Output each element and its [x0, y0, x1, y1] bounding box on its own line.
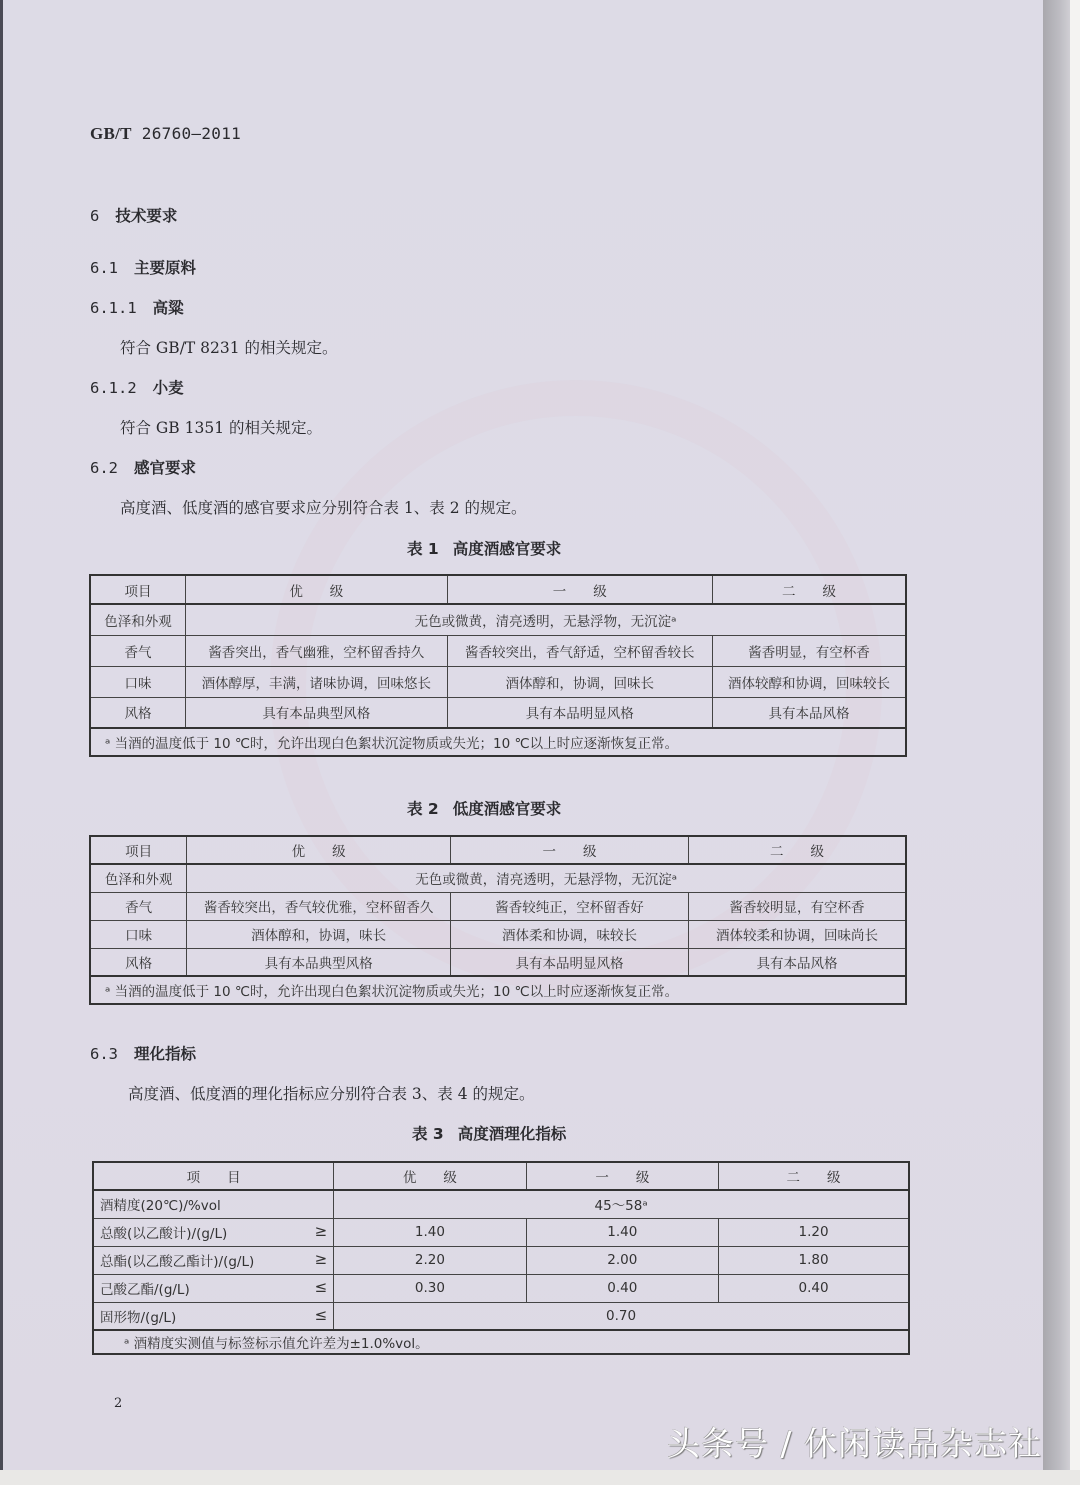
- comparison-operator: ≤: [314, 1305, 328, 1324]
- page-number: 2: [114, 1396, 123, 1411]
- comparison-operator: ≥: [314, 1250, 328, 1268]
- header-grade-second: 二 级: [712, 575, 906, 604]
- header-item: 项目: [90, 575, 186, 604]
- cell: 酱香较纯正，空杯留香好: [450, 892, 688, 920]
- table-row: [90, 864, 906, 892]
- cell: 酱香较突出，香气较优雅，空杯留香久: [187, 892, 451, 920]
- standard-code: [90, 124, 241, 144]
- table-row: [90, 604, 906, 635]
- cell: 酱香明显，有空杯香: [712, 635, 906, 666]
- section-number: 6.2: [90, 459, 118, 477]
- cell: 酒体较醇和协调，回味较长: [712, 666, 906, 697]
- cell: 酱香突出，香气幽雅，空杯留香持久: [186, 635, 447, 666]
- row-label-text: 总酸(以乙酸计)/(g/L): [100, 1226, 228, 1242]
- table-row: [93, 1302, 909, 1330]
- table-footnote: ᵃ 当酒的温度低于 10 ℃时，允许出现白色絮状沉淀物质或失光；10 ℃以上时应逐渐恢复正常。: [90, 976, 906, 1004]
- table-1-caption: [407, 537, 561, 559]
- section-title: 理化指标: [134, 1045, 197, 1063]
- section-title: 技术要求: [115, 207, 178, 225]
- standard-prefix: GB/T: [90, 124, 132, 143]
- section-6-heading: [90, 204, 177, 226]
- table-row: [90, 697, 906, 728]
- row-label: 口味: [90, 920, 187, 948]
- row-label: 色泽和外观: [90, 604, 186, 635]
- row-label: [93, 1274, 334, 1302]
- merged-cell: 45～58ᵃ: [334, 1190, 909, 1218]
- table-row: [93, 1190, 909, 1218]
- header-grade-second: 二 级: [689, 836, 906, 864]
- header-grade-first: 一 级: [450, 836, 688, 864]
- table-note-row: [90, 976, 906, 1004]
- cell: 具有本品风格: [689, 948, 906, 976]
- cell: 酱香较突出，香气舒适，空杯留香较长: [447, 635, 712, 666]
- cell: 1.40: [334, 1218, 526, 1246]
- table-row: [90, 892, 906, 920]
- table-row: [93, 1274, 909, 1302]
- row-label: 风格: [90, 697, 186, 728]
- row-label-text: 总酯(以乙酸乙酯计)/(g/L): [100, 1254, 255, 1270]
- standard-number: 26760—2011: [141, 124, 242, 143]
- cell: 0.40: [526, 1274, 718, 1302]
- table-number: 表 2: [407, 800, 439, 818]
- header-grade-premium: 优 级: [334, 1162, 526, 1190]
- section-6-3-body: 高度酒、低度酒的理化指标应分别符合表 3、表 4 的规定。: [128, 1085, 535, 1103]
- table-row: [90, 666, 906, 697]
- section-number: 6: [90, 207, 100, 225]
- cell: 酱香较明显，有空杯香: [689, 892, 906, 920]
- row-label-text: 酒精度(20℃)/%vol: [100, 1198, 221, 1215]
- section-number: 6.1.2: [90, 379, 137, 397]
- cell: 酒体柔和协调，味较长: [450, 920, 688, 948]
- table-note-row: [90, 728, 906, 756]
- section-6-2-body: 高度酒、低度酒的感官要求应分别符合表 1、表 2 的规定。: [120, 499, 527, 517]
- section-title: 高粱: [152, 299, 184, 317]
- row-label: 风格: [90, 948, 187, 976]
- table-1-sensory-high: [89, 574, 907, 757]
- cell: 1.20: [719, 1218, 909, 1246]
- cell: 2.20: [334, 1246, 526, 1274]
- section-6-2-heading: [90, 456, 196, 478]
- cell: 酒体醇和，协调，回味长: [447, 666, 712, 697]
- cell: 酒体较柔和协调，回味尚长: [689, 920, 906, 948]
- merged-cell: 0.70: [334, 1302, 909, 1330]
- watermark: 头条号 / 休闲读品杂志社: [666, 1424, 1042, 1463]
- table-2-sensory-low: [89, 835, 907, 1005]
- section-6-1-heading: [90, 256, 196, 278]
- table-row: [93, 1246, 909, 1274]
- cell: 具有本品典型风格: [186, 697, 447, 728]
- table-footnote: ᵃ 酒精度实测值与标签标示值允许差为±1.0%vol。: [93, 1330, 909, 1354]
- section-6-1-2-heading: [90, 376, 184, 398]
- header-grade-first: 一 级: [526, 1162, 718, 1190]
- header-grade-first: 一 级: [447, 575, 712, 604]
- section-6-1-1-heading: [90, 296, 184, 318]
- table-title: 高度酒理化指标: [457, 1125, 567, 1143]
- cell: 具有本品典型风格: [187, 948, 451, 976]
- cell: 0.30: [334, 1274, 526, 1302]
- table-footnote: ᵃ 当酒的温度低于 10 ℃时，允许出现白色絮状沉淀物质或失光；10 ℃以上时应逐渐恢复正常。: [90, 728, 906, 756]
- section-title: 感官要求: [134, 459, 197, 477]
- row-label: 色泽和外观: [90, 864, 187, 892]
- row-label-text: 固形物/(g/L): [100, 1309, 177, 1326]
- cell: 具有本品明显风格: [450, 948, 688, 976]
- comparison-operator: ≥: [314, 1222, 328, 1240]
- table-number: 表 3: [412, 1125, 444, 1143]
- table-3-caption: [412, 1122, 566, 1144]
- row-label: 口味: [90, 666, 186, 697]
- page-right-edge-shadow: [1043, 0, 1070, 1470]
- row-label: [93, 1190, 334, 1218]
- comparison-operator: ≤: [314, 1278, 328, 1296]
- table-number: 表 1: [407, 540, 439, 558]
- table-title: 高度酒感官要求: [452, 540, 562, 558]
- merged-cell: 无色或微黄，清亮透明，无悬浮物，无沉淀ᵃ: [187, 864, 906, 892]
- table-title: 低度酒感官要求: [452, 800, 562, 818]
- table-row: [90, 635, 906, 666]
- cell: 具有本品明显风格: [447, 697, 712, 728]
- table-3-physicochemical-high: [92, 1161, 910, 1355]
- section-6-1-2-body: 符合 GB 1351 的相关规定。: [120, 419, 323, 437]
- row-label-text: 己酸乙酯/(g/L): [100, 1282, 190, 1298]
- row-label: [93, 1218, 334, 1246]
- table-row: [93, 1218, 909, 1246]
- merged-cell: 无色或微黄，清亮透明，无悬浮物，无沉淀ᵃ: [186, 604, 906, 635]
- section-number: 6.3: [90, 1045, 118, 1063]
- scan-bottom-strip: [0, 1470, 1080, 1485]
- header-item: 项 目: [93, 1162, 334, 1190]
- header-grade-premium: 优 级: [186, 575, 447, 604]
- cell: 2.00: [526, 1246, 718, 1274]
- table-note-row: [93, 1330, 909, 1354]
- header-item: 项目: [90, 836, 187, 864]
- section-title: 小麦: [152, 379, 184, 397]
- cell: 酒体醇和，协调，味长: [187, 920, 451, 948]
- section-6-3-heading: [90, 1042, 196, 1064]
- cell: 酒体醇厚，丰满，诸味协调，回味悠长: [186, 666, 447, 697]
- cell: 0.40: [719, 1274, 909, 1302]
- table-row: [90, 920, 906, 948]
- page-left-edge: [0, 0, 3, 1470]
- section-6-1-1-body: 符合 GB/T 8231 的相关规定。: [120, 339, 338, 357]
- header-grade-second: 二 级: [719, 1162, 909, 1190]
- row-label: [93, 1302, 334, 1330]
- section-number: 6.1: [90, 259, 118, 277]
- section-title: 主要原料: [134, 259, 197, 277]
- table-2-caption: [407, 797, 561, 819]
- table-row: [90, 948, 906, 976]
- row-label: 香气: [90, 892, 187, 920]
- cell: 1.40: [526, 1218, 718, 1246]
- section-number: 6.1.1: [90, 299, 137, 317]
- row-label: [93, 1246, 334, 1274]
- cell: 具有本品风格: [712, 697, 906, 728]
- row-label: 香气: [90, 635, 186, 666]
- cell: 1.80: [719, 1246, 909, 1274]
- header-grade-premium: 优 级: [187, 836, 451, 864]
